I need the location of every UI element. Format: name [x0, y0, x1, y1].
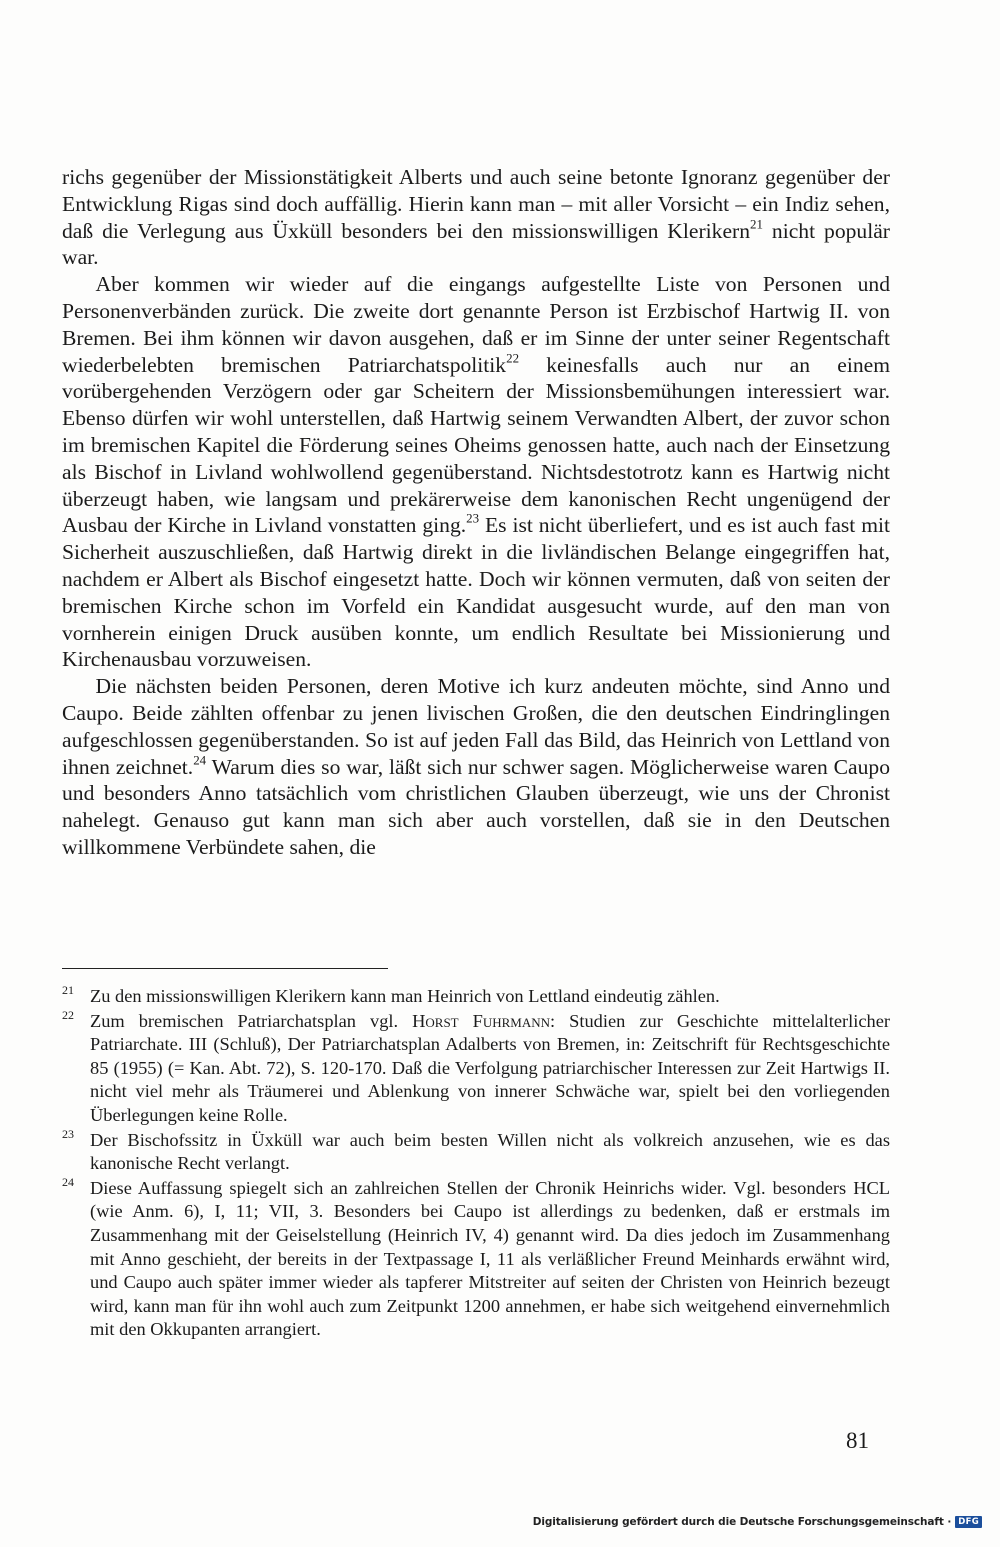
text-run: Der Bischofssitz in Üxküll war auch beim besten Willen nicht als volkreich anzusehen, wie es das kanonische Recht verlangt.	[90, 1129, 890, 1174]
paragraph	[62, 271, 890, 673]
text-run: Diese Auffassung spiegelt sich an zahlreichen Stellen der Chronik Heinrichs wider. Vgl. besonders HCL (wie Anm. 6), I, 11; VII, 3. Besonders bei Caupo ist allerdings zu bedenken, daß er erstmals im Zusammenhang mit der Geiselstellung (Heinrich IV, 4) genannt wird. Da dies jedoch im Zusammenhang mit Anno geschieht, der bereits in der Textpassage I, 11 als verläßlicher Freund Meinhards erwähnt wird, und Caupo auch später immer wieder als tapferer Mitstreiter auf seiten der Christen von Heinrich bezeugt wird, kann man für ihn wohl auch zum Zeitpunkt 1200 annehmen, er habe sich weitgehend einvernehmlich mit den Okkupanten arrangiert.	[90, 1177, 890, 1340]
footnote-number: 22	[62, 1007, 74, 1022]
page-number: 81	[846, 1428, 869, 1453]
text-run: : Studien zur Geschichte mittelalterlicher Patriarchate. III (Schluß), Der Patriarchatsplan Adalberts von Bremen, in: Zeitschrift für Rechtsgeschichte 85 (1955) (= Kan. Abt. 72), S. 120-170. Daß die Verfolgung patriarchischer Interessen zur Zeit Hartwigs II. nicht viel mehr als Träumerei und Ablenkung von innerer Schwäche war, spielt bei den vorliegenden Überlegungen keine Rolle.	[90, 1010, 890, 1125]
footnote-text	[90, 1010, 890, 1128]
footnote	[62, 1126, 890, 1176]
footnote-reference: 24	[193, 752, 207, 768]
dfg-logo: DFG	[955, 1516, 982, 1528]
text-run: Zum bremischen Patriarchatsplan vgl.	[90, 1010, 413, 1031]
text-run: Aber kommen wir wieder auf die eingangs aufgestellte Liste von Personen und Personenverbänden zurück. Die zweite dort genannte Person ist Erzbischof Hartwig II. von Bremen. Bei ihm können wir davon ausgehen, daß er im Sinne der unter seiner Regentschaft wiederbelebten bremischen Patriarchatspolitik	[62, 272, 890, 377]
footnote	[62, 985, 890, 1009]
footnote-number: 21	[62, 983, 74, 997]
footnote-reference: 23	[466, 511, 480, 527]
footnote-text	[90, 1177, 890, 1342]
footnote	[62, 1174, 890, 1342]
digitization-credit	[533, 1516, 982, 1528]
digitization-credit-text: Digitalisierung gefördert durch die Deutsche Forschungsgemeinschaft ·	[532, 1516, 952, 1528]
footnote	[62, 1007, 890, 1128]
text-run: Warum dies so war, läßt sich nur schwer sagen. Möglicherweise waren Caupo und besonders Anno tatsächlich vom christlichen Glauben überzeugt, wie uns der Chronist nahelegt. Genauso gut kann man sich aber auch vorstellen, daß sie in den Deutschen willkommene Verbündete sahen, die	[62, 754, 891, 859]
text-run: Zu den missionswilligen Klerikern kann man Heinrich von Lettland eindeutig zählen.	[90, 986, 720, 1006]
text-run: keinesfalls auch nur an einem vorübergehenden Verzögern oder gar Scheitern der Missionsbemühungen interessiert war. Ebenso dürfen wir wohl unterstellen, daß Hartwig seinem Verwandten Albert, der zuvor schon im bremischen Kapitel die Förderung seines Oheims genossen hatte, auch nach der Einsetzung als Bischof in Livland wohlwollend gegenüberstand. Nichtsdestotrotz kann es Hartwig nicht überzeugt haben, wie langsam und prekärerweise dem kanonischen Recht ungenügend der Ausbau der Kirche in Livland vonstatten ging.	[62, 352, 890, 538]
footnote-number: 24	[62, 1174, 74, 1189]
paragraph	[62, 673, 890, 861]
text-run: nicht populär war.	[62, 218, 890, 270]
text-run: Es ist nicht überliefert, und es ist auch fast mit Sicherheit auszuschließen, daß Hartwig direkt in die livländischen Belange eingegriffen hat, nachdem er Albert als Bischof eingesetzt hatte. Doch wir können vermuten, daß von seiten der bremischen Kirche schon im Vorfeld ein Kandidat ausgesucht wurde, auf den man von vornherein einigen Druck ausüben konnte, um endlich Resultate bei Missionierung und Kirchenausbau vorzuweisen.	[62, 513, 890, 672]
footnote-text	[90, 985, 890, 1009]
author-name: Horst Fuhrmann	[412, 1010, 551, 1031]
footnote-reference: 21	[750, 216, 763, 232]
text-run: richs gegenüber der Missionstätigkeit Alberts und auch seine betonte Ignoranz gegenüber der Entwicklung Rigas sind doch auffällig. Hierin kann man – mit aller Vorsicht – ein Indiz sehen, daß die Verlegung aus Üxküll besonders bei den missionswilligen Klerikern	[62, 165, 890, 243]
text-run: Die nächsten beiden Personen, deren Motive ich kurz andeuten möchte, sind Anno und Caupo. Beide zählten offenbar zu jenen livischen Großen, die den deutschen Eindringlingen aufgeschlossen gegenüberstanden. So ist auf jeden Fall das Bild, das Heinrich von Lettland von ihnen zeichnet.	[62, 674, 890, 779]
footnote-text	[90, 1129, 890, 1176]
footnotes	[62, 985, 890, 1343]
footnote-separator	[62, 968, 388, 969]
paragraph	[62, 164, 890, 271]
footnote-reference: 22	[506, 350, 520, 366]
footnote-number: 23	[62, 1126, 74, 1141]
body-text	[62, 164, 890, 861]
